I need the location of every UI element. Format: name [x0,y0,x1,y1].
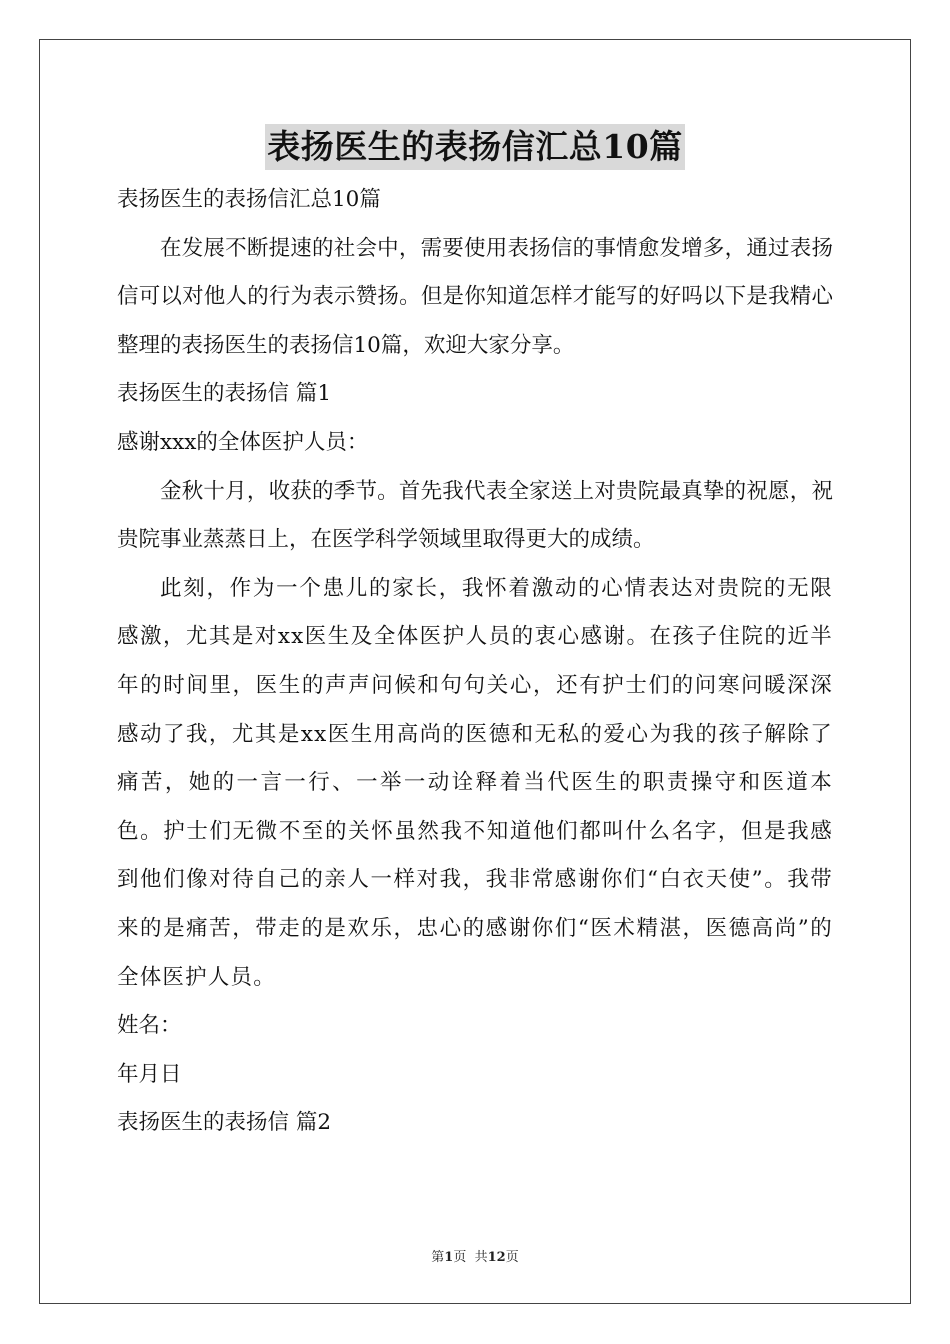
title-container [0,124,950,170]
document-body [117,176,833,1148]
footer-prefix: 第 [431,1250,445,1265]
footer-current-page: 1 [444,1250,454,1265]
page-footer [0,1246,950,1265]
body-paragraph-1: 金秋十月，收获的季节。首先我代表全家送上对贵院最真挚的祝愿，祝贵院事业蒸蒸日上，在医学科学领域里取得更大的成绩。 [117,478,833,553]
salutation: 感谢xxx的全体医护人员： [117,429,369,455]
body-paragraph-2: 此刻，作为一个患儿的家长，我怀着激动的心情表达对贵院的无限感激，尤其是对xx医生及全体医护人员的衷心感谢。在孩子住院的近半年的时间里，医生的声声问候和句句关心，还有护士们的问寒问暖深深感动了我，尤其是xx医生用高尚的医德和无私的爱心为我的孩子解除了痛苦，她的一言一行、一举一动诠释着当代医生的职责操守和医道本色。护士们无微不至的关怀虽然我不知道他们都叫什么名字，但是我感到他们像对待自己的亲人一样对我，我非常感谢你们“白衣天使”。我带来的是痛苦，带走的是欢乐，忠心的感谢你们“医术精湛，医德高尚”的全体医护人员。 [117,575,833,990]
section-heading-2: 表扬医生的表扬信 篇2 [117,1110,332,1136]
signature-date: 年月日 [117,1061,182,1087]
footer-mid: 页 共 [453,1250,488,1265]
footer-total-pages: 12 [487,1250,506,1265]
footer-suffix: 页 [505,1250,519,1265]
intro-paragraph: 在发展不断提速的社会中，需要使用表扬信的事情愈发增多，通过表扬信可以对他人的行为表示赞扬。但是你知道怎样才能写的好吗以下是我精心整理的表扬医生的表扬信10篇，欢迎大家分享。 [117,235,833,358]
signature-name: 姓名： [117,1013,182,1039]
subtitle-line: 表扬医生的表扬信汇总10篇 [117,187,381,212]
document-title: 表扬医生的表扬信汇总10篇 [265,124,684,170]
section-heading-1: 表扬医生的表扬信 篇1 [117,381,332,407]
